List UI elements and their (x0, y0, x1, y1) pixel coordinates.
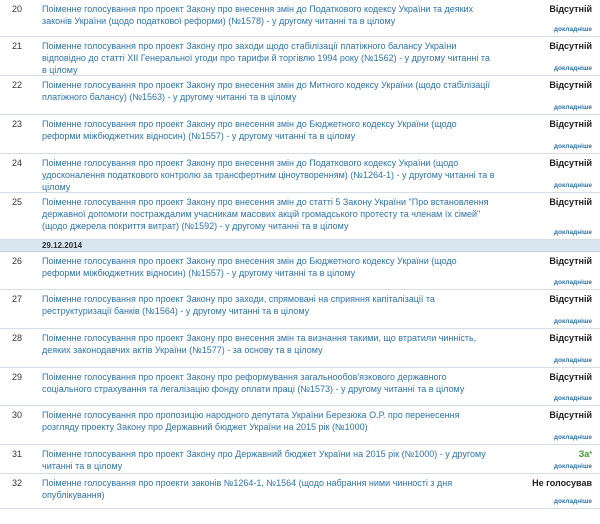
vote-result-cell (502, 329, 600, 367)
vote-title-cell (38, 406, 502, 444)
vote-number: 27 (12, 294, 23, 304)
details-link[interactable]: докладніше (553, 229, 592, 236)
vote-title-cell (38, 329, 502, 367)
vote-title-cell (38, 76, 502, 114)
details-link[interactable]: докладніше (553, 182, 592, 189)
vote-status (502, 197, 592, 207)
vote-result-cell (502, 154, 600, 192)
votes-group-before (0, 0, 600, 240)
vote-status-label: Відсутній (549, 80, 592, 90)
vote-status-label: Відсутній (549, 158, 592, 168)
vote-title-link[interactable]: Поіменне голосування про пропозицію народного депутата України Березюка О.Р. про перенесення розгляду проекту Закону про Державний бюджет України на 2015 рік (№1000) (42, 410, 460, 432)
vote-title-cell (38, 368, 502, 405)
details (554, 229, 592, 236)
details-link[interactable]: докладніше (553, 357, 592, 364)
vote-status-label: Відсутній (549, 197, 592, 207)
details (554, 26, 592, 33)
vote-title-link[interactable]: Поіменне голосування про проект Закону про заходи, спрямовані на сприяння капіталізації та реструктуризації банків (№1564) - у другому читанні та в цілому (42, 294, 435, 316)
details (554, 104, 592, 111)
vote-number: 20 (12, 4, 23, 14)
vote-title-link[interactable]: Поіменне голосування про проект Закону про внесення змін та визнання такими, що втратили чинність, деяких законодавчих актів України (№1577) - за основу та в цілому (42, 333, 477, 355)
vote-number: 31 (12, 449, 23, 459)
details-link[interactable]: докладніше (553, 143, 592, 150)
vote-status-label: Відсутній (549, 294, 592, 304)
details-link[interactable]: докладніше (553, 318, 592, 325)
vote-title-link[interactable]: Поіменне голосування про проект Закону про внесення змін до статті 5 Закону України "Про встановлення державної допомоги постраждалим учасникам масових акцій громадського протесту та членам їх сімей" (щодо джерела покриття витрат) (№1592) - у другому читанні та в цілому (42, 197, 489, 231)
vote-status (502, 372, 592, 382)
vote-title-link[interactable]: Поіменне голосування про проект Закону про внесення змін до Податкового кодексу України (щодо удосконалення податкового контролю за трансфертним ціноутворенням) (№1264-1) - у другому читанні та в цілому (42, 158, 495, 192)
details-link[interactable]: докладніше (553, 26, 592, 33)
vote-result-cell (502, 37, 600, 75)
table-row (0, 290, 600, 329)
vote-title-cell (38, 193, 502, 239)
details (554, 357, 592, 364)
details (554, 498, 592, 505)
date-separator: 29.12.2014 (0, 240, 600, 252)
details-link[interactable]: докладніше (553, 498, 592, 505)
vote-title-cell (38, 0, 502, 36)
table-row (0, 193, 600, 240)
table-row (0, 154, 600, 193)
vote-status (502, 158, 592, 168)
vote-number: 24 (12, 158, 23, 168)
vote-number: 29 (12, 372, 23, 382)
vote-title-link[interactable]: Поіменне голосування про проект Закону про реформування загальнообов'язкового державного соціального страхування та легалізацію фонду оплати праці (№1573) - у другому читанні та в цілому (42, 372, 465, 394)
vote-status (502, 410, 592, 420)
details-link[interactable]: докладніше (553, 434, 592, 441)
details-link[interactable]: докладніше (553, 395, 592, 402)
vote-result-cell (502, 368, 600, 405)
vote-result-cell (502, 193, 600, 239)
vote-result-cell (502, 474, 600, 508)
details-link[interactable]: докладніше (553, 463, 592, 470)
vote-title-cell (38, 290, 502, 328)
vote-number: 26 (12, 256, 23, 266)
table-row (0, 252, 600, 290)
details-link[interactable]: докладніше (553, 65, 592, 72)
vote-title-link[interactable]: Поіменне голосування про проект Закону про внесення змін до Податкового кодексу України та деяких законів України (щодо податкової реформи) (№1578) - у другому читанні та в цілому (42, 4, 474, 26)
vote-status-marker: * (589, 451, 592, 458)
vote-number: 22 (12, 80, 23, 90)
vote-result-cell (502, 290, 600, 328)
vote-title-cell (38, 474, 502, 508)
vote-status-label: Відсутній (549, 372, 592, 382)
vote-title-cell (38, 37, 502, 75)
vote-title-link[interactable]: Поіменне голосування про проект Закону про заходи щодо стабілізації платіжного балансу України відповідно до статті XII Генеральної угоди про тарифи й торгівлю 1994 року (№1562) - у другому читанні та в цілому (42, 41, 490, 75)
vote-number: 21 (12, 41, 23, 51)
vote-title-cell (38, 115, 502, 153)
vote-result-cell (502, 0, 600, 36)
table-row (0, 0, 600, 37)
table-row (0, 445, 600, 474)
details (554, 434, 592, 441)
details-link[interactable]: докладніше (553, 279, 592, 286)
vote-result-cell (502, 445, 600, 473)
vote-result-cell (502, 406, 600, 444)
vote-number: 32 (12, 478, 23, 488)
vote-number: 23 (12, 119, 23, 129)
vote-title-cell (38, 445, 502, 473)
details (554, 395, 592, 402)
vote-result-cell (502, 76, 600, 114)
vote-title-link[interactable]: Поіменне голосування про проект Закону про внесення змін до Митного кодексу України (щодо стабілізації платіжного балансу) (№1563) - у другому читанні та в цілому (42, 80, 490, 102)
details (554, 65, 592, 72)
vote-status (502, 478, 592, 488)
vote-title-link[interactable]: Поіменне голосування про проект Закону про внесення змін до Бюджетного кодексу України (щодо реформи міжбюджетних відносин) (№1557) - у другому читанні та в цілому (42, 256, 457, 278)
vote-title-cell (38, 252, 502, 289)
vote-status (502, 4, 592, 14)
vote-result-cell (502, 252, 600, 289)
vote-number: 25 (12, 197, 23, 207)
vote-number: 28 (12, 333, 23, 343)
vote-status (502, 256, 592, 266)
table-row (0, 76, 600, 115)
vote-title-cell (38, 154, 502, 192)
vote-status-label: Відсутній (549, 119, 592, 129)
votes-group-after (0, 252, 600, 509)
vote-status-label: Відсутній (549, 4, 592, 14)
vote-status (502, 449, 592, 459)
details-link[interactable]: докладніше (553, 104, 592, 111)
vote-status-label: Не голосував (532, 478, 592, 488)
details (554, 143, 592, 150)
table-row (0, 474, 600, 509)
vote-status-label: Відсутній (549, 333, 592, 343)
vote-title-link[interactable]: Поіменне голосування про проект Закону про внесення змін до Бюджетного кодексу України (щодо реформи міжбюджетних відносин) (№1557) - у другому читанні та в цілому (42, 119, 457, 141)
vote-status (502, 80, 592, 90)
vote-title-link[interactable]: Поіменне голосування про проекти законів №1264-1, №1564 (щодо набрання ними чинності з дня опублікування) (42, 478, 453, 500)
table-row (0, 115, 600, 154)
details (554, 182, 592, 189)
vote-status (502, 294, 592, 304)
vote-result-cell (502, 115, 600, 153)
vote-status-label: Відсутній (549, 41, 592, 51)
vote-status (502, 41, 592, 51)
details (554, 279, 592, 286)
vote-status-label: За (578, 449, 590, 459)
vote-number: 30 (12, 410, 23, 420)
table-row (0, 368, 600, 406)
vote-status-label: Відсутній (549, 410, 592, 420)
details (554, 463, 592, 470)
vote-status (502, 119, 592, 129)
vote-status-label: Відсутній (549, 256, 592, 266)
vote-title-link[interactable]: Поіменне голосування про проект Закону про Державний бюджет України на 2015 рік (№1000) - у другому читанні та в цілому (42, 449, 486, 471)
table-row (0, 329, 600, 368)
table-row (0, 406, 600, 445)
vote-status (502, 333, 592, 343)
details (554, 318, 592, 325)
table-row (0, 37, 600, 76)
